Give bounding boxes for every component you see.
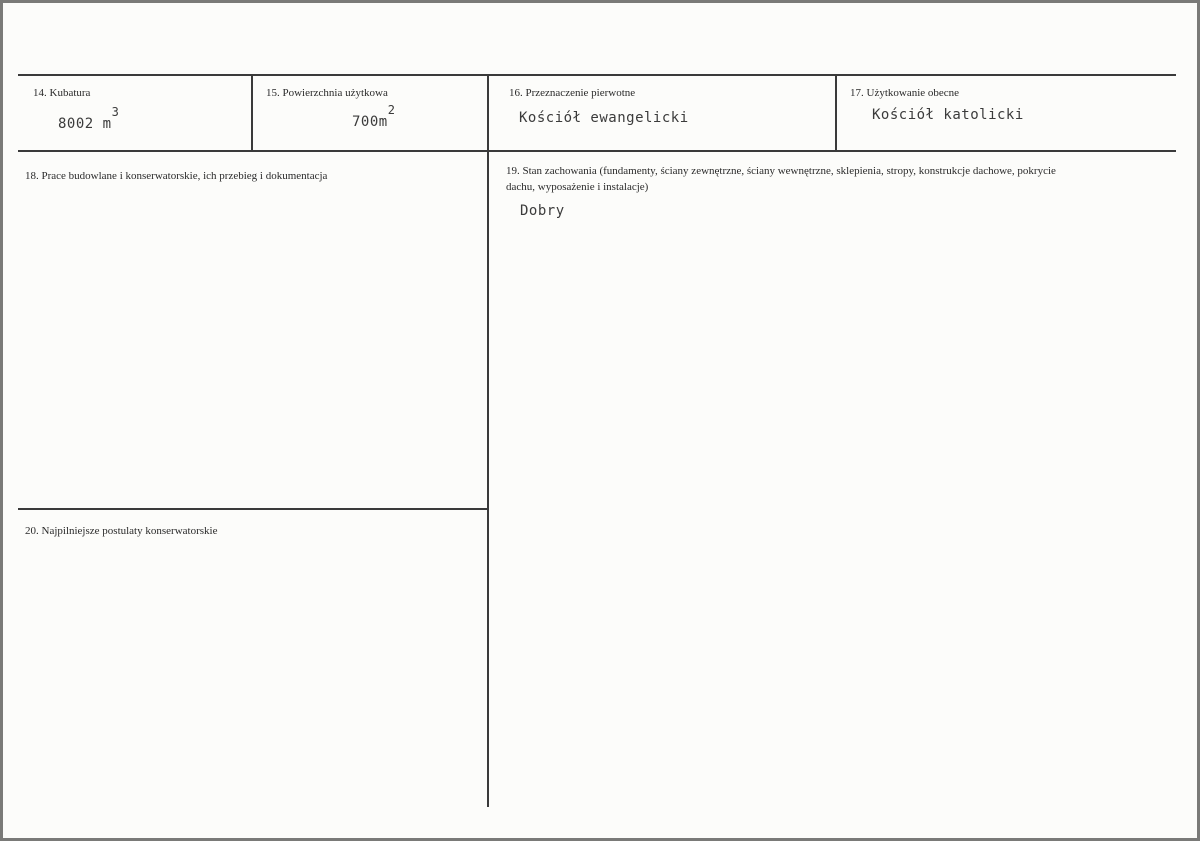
header-row-rule [18,150,1176,152]
divider-main-column [487,75,489,807]
field-17-value: Kościół katolicki [872,107,1024,123]
field-15-number: 700m [352,114,388,130]
field-15-exponent: 2 [387,103,396,117]
field-15-label: 15. Powierzchnia użytkowa [266,87,388,99]
field-14-value [58,105,120,132]
field-14-unit: m [102,116,112,132]
field-20-label: 20. Najpilniejsze postulaty konserwatorskie [25,525,218,537]
field-14-label: 14. Kubatura [33,87,91,99]
divider-16-17 [835,75,837,151]
field-16-label: 16. Przeznaczenie pierwotne [509,87,636,99]
field-17-label: 17. Użytkowanie obecne [850,87,960,99]
field-14-exponent: 3 [111,105,120,119]
field-18-label: 18. Prace budowlane i konserwatorskie, ich przebieg i dokumentacja [25,170,328,182]
section-18-20-divider [18,508,488,510]
field-14-number: 8002 [58,116,94,132]
field-16-value: Kościół ewangelicki [519,110,689,126]
divider-14-15 [251,75,253,151]
field-19-label: 19. Stan zachowania (fundamenty, ściany zewnętrzne, ściany wewnętrzne, sklepienia, stropy, konstrukcje dachowe, pokrycie dachu, wyposażenie i instalacje) [506,165,1056,193]
top-rule [18,74,1176,76]
field-15-value [352,103,396,130]
field-19-value: Dobry [520,203,565,219]
